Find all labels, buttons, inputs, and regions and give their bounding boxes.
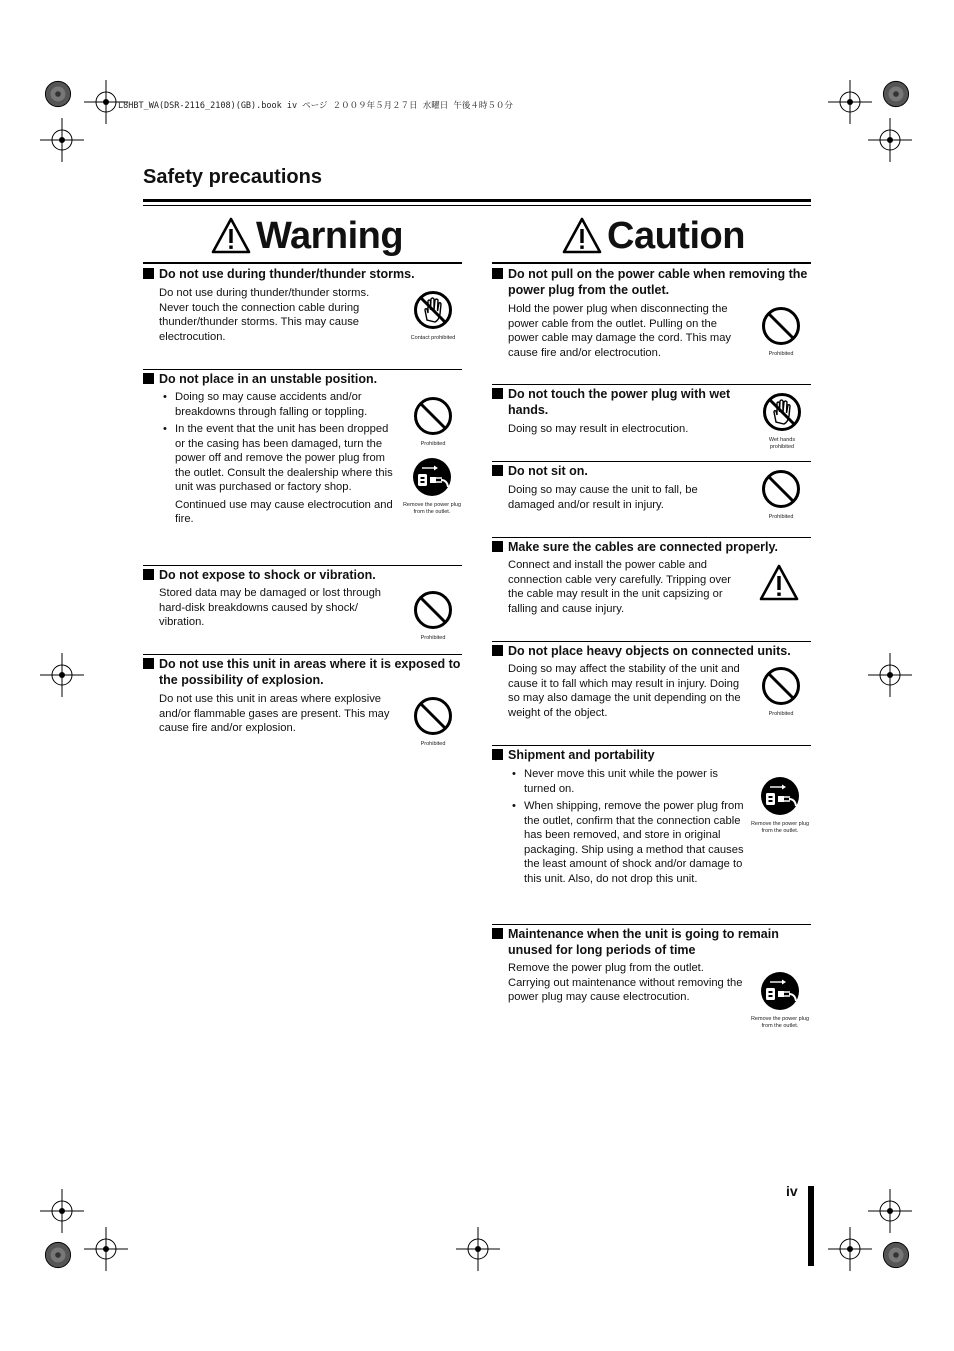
- item-divider: [492, 461, 811, 462]
- caution-item-icon: Wet hands prohibited: [752, 392, 812, 451]
- item-divider: [492, 641, 811, 642]
- caution-item-title: Make sure the cables are connected properly.: [492, 539, 811, 555]
- registration-mark: [868, 118, 912, 162]
- bullet-item: • Doing so may cause accidents and/or breakdowns through falling or toppling.: [159, 390, 394, 419]
- caution-item-title: Do not pull on the power cable when removing the power plug from the outlet.: [492, 266, 811, 298]
- caution-item-title: Do not place heavy objects on connected units.: [492, 643, 811, 659]
- color-dial-mark: [44, 1241, 72, 1269]
- caution-rule: [492, 262, 811, 264]
- prohibited-icon: [413, 696, 453, 736]
- color-dial-mark: [882, 80, 910, 108]
- item-divider: [492, 924, 811, 925]
- registration-mark: [868, 653, 912, 697]
- warning-item-title: Do not expose to shock or vibration.: [143, 567, 462, 583]
- caution-item-title: Shipment and portability: [492, 747, 811, 763]
- page-edge-bar: [808, 1186, 814, 1266]
- remove-plug-icon: [412, 457, 452, 497]
- prohibited-icon: [413, 590, 453, 630]
- bullet-item: • When shipping, remove the power plug from the outlet, confirm that the connection cable has been removed, and store in original packaging. Ship using a method that causes the least amount of shock and/or damage to this unit. Also, do not drop this unit.: [508, 799, 746, 886]
- registration-mark: [868, 1189, 912, 1233]
- section-title: Safety precautions: [143, 166, 322, 188]
- caution-heading: [561, 214, 745, 258]
- warning-item-text: Do not use during thunder/thunder storms. Never touch the connection cable during thunder/thunder storms. This may cause electrocution.: [159, 287, 370, 343]
- caution-item-icon: [749, 563, 809, 608]
- caution-heading-text: Caution: [607, 214, 745, 257]
- registration-mark: [828, 1227, 872, 1271]
- item-divider: [143, 369, 462, 370]
- caution-item-body: [508, 767, 746, 889]
- caution-item-title: Do not sit on.: [492, 463, 811, 479]
- registration-mark: [40, 653, 84, 697]
- color-dial-mark: [882, 1241, 910, 1269]
- bullet-item: • In the event that the unit has been dropped or the casing has been damaged, turn the power off and remove the power plug from the outlet. Consult the dealership where this unit was purchased or factory shop.: [159, 422, 394, 495]
- warning-item-icon: Contact prohibited: [403, 290, 463, 342]
- caution-item-icon: Prohibited: [751, 666, 811, 718]
- warning-item-icon: Prohibited: [403, 696, 463, 748]
- warning-triangle-icon: [210, 216, 252, 256]
- registration-mark: [456, 1227, 500, 1271]
- warning-item-text: Stored data may be damaged or lost through hard-disk breakdowns caused by shock/ vibration.: [159, 587, 382, 628]
- caution-item-title: Maintenance when the unit is going to remain unused for long periods of time: [492, 926, 811, 958]
- warning-heading-text: Warning: [256, 214, 404, 257]
- bullet-item: • Never move this unit while the power is turned on.: [508, 767, 746, 796]
- caution-item-text: Remove the power plug from the outlet. Carrying out maintenance without removing the power plug may cause electrocution.: [508, 962, 743, 1003]
- registration-mark: [40, 118, 84, 162]
- remove-plug-icon: [760, 971, 800, 1011]
- caution-item-text: Hold the power plug when disconnecting the power cable from the outlet. Pulling on the power cable may damage the cord. This may cause fire and/or electrocution.: [508, 303, 732, 359]
- caution-item-icon: Remove the power plug from the outlet.: [749, 776, 811, 835]
- item-divider: [492, 745, 811, 746]
- registration-mark: [84, 1227, 128, 1271]
- remove-plug-icon: [760, 776, 800, 816]
- warning-heading: [210, 214, 403, 258]
- warning-rule: [143, 262, 462, 264]
- wet-hands-prohibited-icon: [762, 392, 802, 432]
- caution-item-icon: Prohibited: [751, 306, 811, 358]
- warning-item-icon: Prohibited: [403, 590, 463, 642]
- warning-item-title: Do not use during thunder/thunder storms.: [143, 266, 462, 282]
- caution-item-text: Connect and install the power cable and connection cable very carefully. Tripping over the cable may result in the unit capsizing or falling and cause injury.: [508, 559, 732, 615]
- prohibited-icon: [761, 306, 801, 346]
- color-dial-mark: [44, 80, 72, 108]
- caution-item-text: Doing so may cause the unit to fall, be damaged and/or result in injury.: [508, 484, 698, 511]
- caution-item-icon: Remove the power plug from the outlet.: [749, 971, 811, 1030]
- title-rule: [143, 199, 811, 202]
- caution-item-icon: Prohibited: [751, 469, 811, 521]
- warning-item-title: Do not use this unit in areas where it is exposed to the possibility of explosion.: [143, 656, 462, 688]
- caution-item-text: Doing so may result in electrocution.: [508, 423, 689, 435]
- registration-mark: [40, 1189, 84, 1233]
- item-divider: [143, 654, 462, 655]
- bullet-note: Continued use may cause electrocution and fire.: [175, 498, 393, 525]
- prohibited-icon: [761, 666, 801, 706]
- item-divider: [492, 537, 811, 538]
- warning-item-icon: Remove the power plug from the outlet.: [401, 457, 463, 516]
- item-divider: [143, 565, 462, 566]
- contact-prohibited-icon: [413, 290, 453, 330]
- registration-mark: [828, 80, 872, 124]
- prohibited-icon: [413, 396, 453, 436]
- title-rule: [143, 205, 811, 206]
- print-header-line: L8HBT_WA(DSR-2116_2108)(GB).book iv ページ ２００９年５月２７日 水曜日 午後４時５０分: [118, 101, 513, 111]
- warning-triangle-icon: [759, 563, 799, 603]
- warning-item-body: [159, 390, 394, 527]
- caution-item-title: Do not touch the power plug with wet hands.: [492, 386, 747, 418]
- prohibited-icon: [761, 469, 801, 509]
- warning-triangle-icon: [561, 216, 603, 256]
- warning-item-text: Do not use this unit in areas where explosive and/or flammable gases are present. This may cause fire and/or explosion.: [159, 693, 390, 734]
- warning-item-icon: Prohibited: [403, 396, 463, 448]
- page-number: iv: [786, 1183, 798, 1199]
- warning-item-title: Do not place in an unstable position.: [143, 371, 462, 387]
- caution-item-text: Doing so may affect the stability of the unit and cause it to fall which may result in injury. Doing so may also damage the unit depending on the weight of the object.: [508, 663, 741, 719]
- item-divider: [492, 384, 811, 385]
